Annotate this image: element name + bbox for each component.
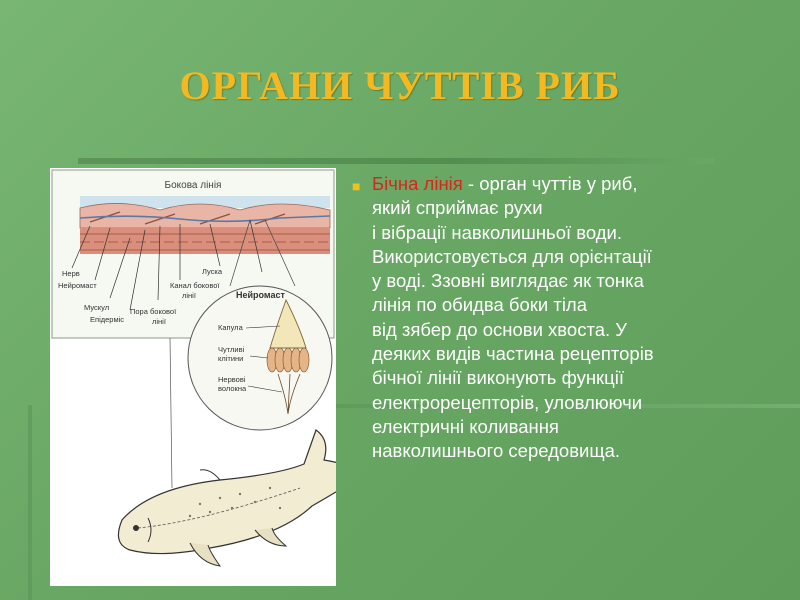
text-line-6: лінія по обидва боки тіла bbox=[372, 294, 588, 316]
square-bullet-icon: ■ bbox=[352, 178, 361, 194]
text-line-4: Використовується для орієнтації bbox=[372, 245, 652, 267]
text-line-1 bbox=[372, 172, 782, 196]
text-line-12: навколишнього середовища. bbox=[372, 440, 621, 462]
label-nerve: Нерв bbox=[62, 269, 80, 278]
text-line-2: який сприймає рухи bbox=[372, 197, 543, 219]
decorative-line-top bbox=[78, 158, 714, 164]
lateral-line-diagram bbox=[50, 168, 336, 586]
inset-label-sensitive-1: Чутливі bbox=[218, 345, 245, 354]
text-line-3: і вібрації навколишньої води. bbox=[372, 221, 623, 243]
label-canal-2: лінії bbox=[182, 291, 196, 300]
neuromast-inset bbox=[188, 286, 332, 430]
section-label: Бокова лінія bbox=[164, 180, 222, 191]
text-line-8: деяких видів частина рецепторів bbox=[372, 343, 654, 365]
label-epidermis: Епідерміс bbox=[90, 315, 125, 324]
inset-title: Нейромаст bbox=[236, 290, 285, 300]
label-neuromast: Нейромаст bbox=[58, 281, 97, 290]
text-line-7: від зябер до основи хвоста. У bbox=[372, 318, 628, 340]
label-pore-1: Пора бокової bbox=[130, 307, 177, 316]
label-scale: Луска bbox=[202, 267, 223, 276]
inset-label-nerve-1: Нервові bbox=[218, 375, 246, 384]
text-line-5: у воді. Ззовні виглядає як тонка bbox=[372, 270, 644, 292]
inset-label-cupula: Капула bbox=[218, 323, 243, 332]
text-line-10: електрорецепторів, уловлюючи bbox=[372, 391, 643, 413]
pointer-line bbox=[170, 338, 172, 488]
slide-title: ОРГАНИ ЧУТТІВ РИБ bbox=[179, 63, 621, 108]
inset-label-sensitive-2: клітини bbox=[218, 354, 244, 363]
decorative-line-left bbox=[28, 405, 32, 600]
text-line-11: електричні коливання bbox=[372, 415, 559, 437]
definition-start: - орган чуттів у риб, bbox=[462, 173, 638, 194]
label-muscle: Мускул bbox=[84, 303, 110, 312]
lateral-line-illustration bbox=[50, 168, 336, 586]
fish-illustration bbox=[118, 430, 336, 566]
label-pore-2: лінії bbox=[152, 317, 166, 326]
text-line-9: бічної лінії виконують функції bbox=[372, 367, 624, 389]
description-block bbox=[352, 172, 782, 464]
inset-label-nerve-2: волокна bbox=[218, 384, 247, 393]
sensory-cells bbox=[267, 348, 309, 372]
highlight-term: Бічна лінія bbox=[372, 173, 463, 194]
label-canal-1: Канал бокової bbox=[170, 281, 220, 290]
